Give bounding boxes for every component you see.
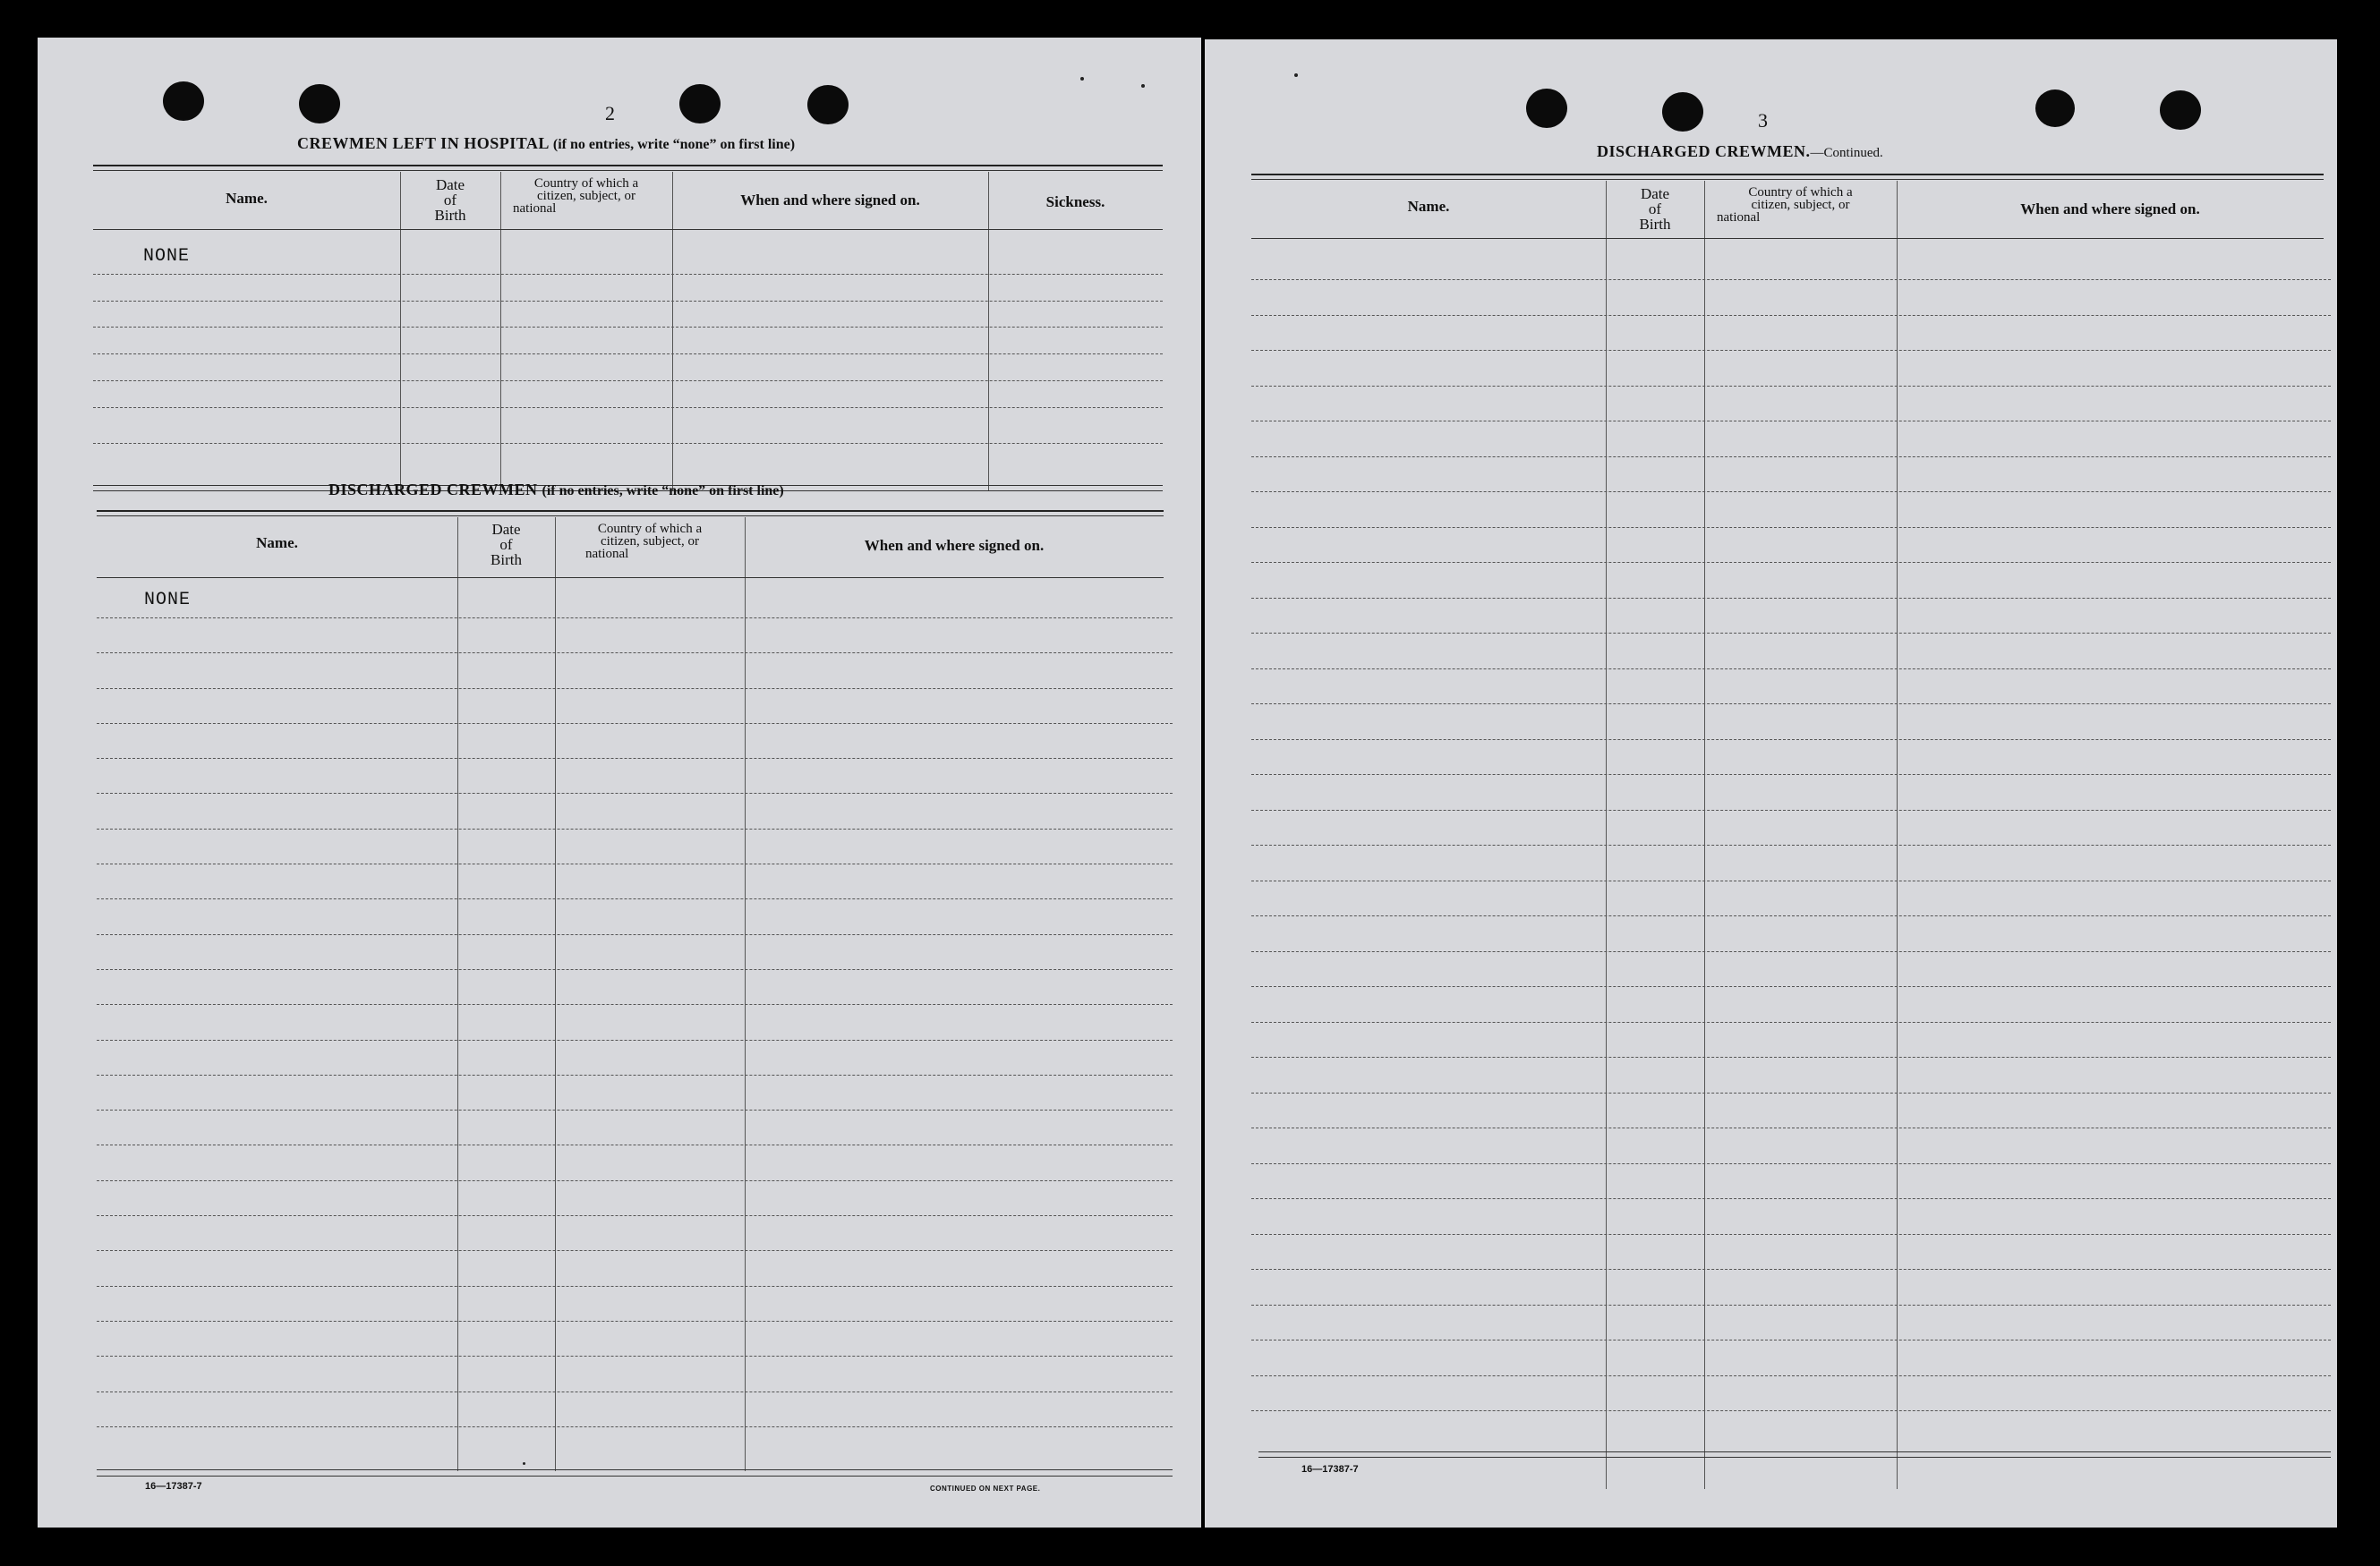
- ruled-line: [1251, 1375, 2331, 1376]
- ruled-line: [97, 1004, 1173, 1005]
- ruled-line: [1251, 739, 2331, 740]
- ruled-line: [97, 829, 1173, 830]
- ruled-line: [1251, 774, 2331, 775]
- col-header-signed-on: When and where signed on.: [2020, 200, 2200, 217]
- col-header-country: Country of which a citizen, subject, or national: [513, 176, 639, 216]
- right-form-page: [1205, 39, 2337, 1528]
- col-header-sickness: Sickness.: [1045, 193, 1105, 210]
- col-header-dob: Date of Birth: [434, 176, 466, 224]
- speck: [1141, 84, 1145, 88]
- ruled-line: [1251, 1410, 2331, 1411]
- discharged-entry-name: NONE: [144, 590, 192, 610]
- ruled-line: [1251, 845, 2331, 846]
- punch-hole: [163, 81, 204, 121]
- ruled-line: [1251, 598, 2331, 599]
- punch-hole: [679, 84, 721, 123]
- ruled-line: [97, 1426, 1173, 1427]
- speck: [1080, 77, 1084, 81]
- ruled-line: [97, 1286, 1173, 1287]
- punch-hole: [2160, 90, 2201, 130]
- discharged-section-title: [328, 481, 784, 499]
- ruled-line: [97, 1215, 1173, 1216]
- ruled-line: [1251, 1163, 2331, 1164]
- ruled-line: [97, 1250, 1173, 1251]
- col-header-name: Name.: [1407, 198, 1450, 215]
- ruled-line: [1251, 951, 2331, 952]
- ruled-line: [1251, 1057, 2331, 1058]
- ruled-line: [97, 1110, 1173, 1111]
- ruled-line: [1251, 386, 2331, 387]
- ruled-line: [1251, 915, 2331, 916]
- col-header-name: Name.: [226, 190, 268, 207]
- ruled-line: [1251, 1234, 2331, 1235]
- ruled-line: [97, 1356, 1173, 1357]
- punch-hole: [1526, 89, 1567, 128]
- ruled-line: [1251, 986, 2331, 987]
- ruled-line: [1251, 491, 2331, 492]
- ruled-line: [97, 793, 1173, 794]
- col-header-country: Country of which a citizen, subject, or national: [1717, 185, 1853, 225]
- speck: [1294, 73, 1298, 77]
- hospital-title-text: CREWMEN LEFT IN HOSPITAL: [297, 134, 549, 152]
- hospital-section-title: [297, 134, 795, 153]
- col-header-dob: Date of Birth: [1639, 185, 1671, 233]
- form-code: 16—17387-7: [145, 1481, 202, 1492]
- ruled-line: [97, 898, 1173, 899]
- ruled-line: [1251, 1093, 2331, 1094]
- punch-hole: [1662, 92, 1703, 132]
- col-header-signed-on: When and where signed on.: [740, 191, 920, 209]
- punch-hole: [299, 84, 340, 123]
- ruled-line: [1251, 1198, 2331, 1199]
- left-form-page: [38, 38, 1201, 1528]
- ruled-line: [97, 934, 1173, 935]
- ruled-line: [97, 688, 1173, 689]
- ruled-line: [1251, 1022, 2331, 1023]
- discharged-continued-title: [1597, 142, 1883, 161]
- col-header-dob: Date of Birth: [491, 521, 522, 568]
- ruled-line: [97, 1180, 1173, 1181]
- continued-note: CONTINUED ON NEXT PAGE.: [930, 1485, 1041, 1493]
- ruled-line: [97, 1075, 1173, 1076]
- page-number: 2: [605, 102, 615, 124]
- col-header-signed-on: When and where signed on.: [864, 537, 1045, 554]
- ruled-line: [97, 969, 1173, 970]
- ruled-line: [1251, 562, 2331, 563]
- ruled-line: [1251, 279, 2331, 280]
- ruled-line: [1251, 1305, 2331, 1306]
- punch-hole: [2035, 89, 2075, 127]
- ruled-line: [1251, 668, 2331, 669]
- discharged-continued-title-text: DISCHARGED CREWMEN.: [1597, 142, 1811, 160]
- col-header-country: Country of which a citizen, subject, or national: [585, 522, 703, 561]
- continued-text: —Continued.: [1810, 146, 1883, 160]
- ruled-line: [1251, 810, 2331, 811]
- ruled-line: [97, 652, 1173, 653]
- ruled-line: [1251, 315, 2331, 316]
- discharged-subtitle-text: (if no entries, write “none” on first line): [542, 483, 784, 498]
- ruled-line: [1251, 350, 2331, 351]
- speck: [523, 1462, 525, 1465]
- ruled-line: [1251, 703, 2331, 704]
- ruled-line: [97, 1040, 1173, 1041]
- page-number: 3: [1758, 109, 1768, 132]
- discharged-title-text: DISCHARGED CREWMEN: [328, 481, 538, 498]
- hospital-subtitle-text: (if no entries, write “none” on first line): [552, 137, 796, 152]
- ruled-line: [97, 723, 1173, 724]
- ruled-line: [97, 758, 1173, 759]
- punch-hole: [807, 85, 849, 124]
- ruled-line: [97, 617, 1173, 618]
- col-header-name: Name.: [256, 534, 298, 551]
- ruled-line: [1251, 527, 2331, 528]
- form-code: 16—17387-7: [1301, 1464, 1359, 1475]
- hospital-entry-name: NONE: [143, 246, 191, 267]
- ruled-line: [97, 1321, 1173, 1322]
- ruled-line: [1251, 633, 2331, 634]
- ruled-line: [1251, 456, 2331, 457]
- ruled-line: [1251, 1269, 2331, 1270]
